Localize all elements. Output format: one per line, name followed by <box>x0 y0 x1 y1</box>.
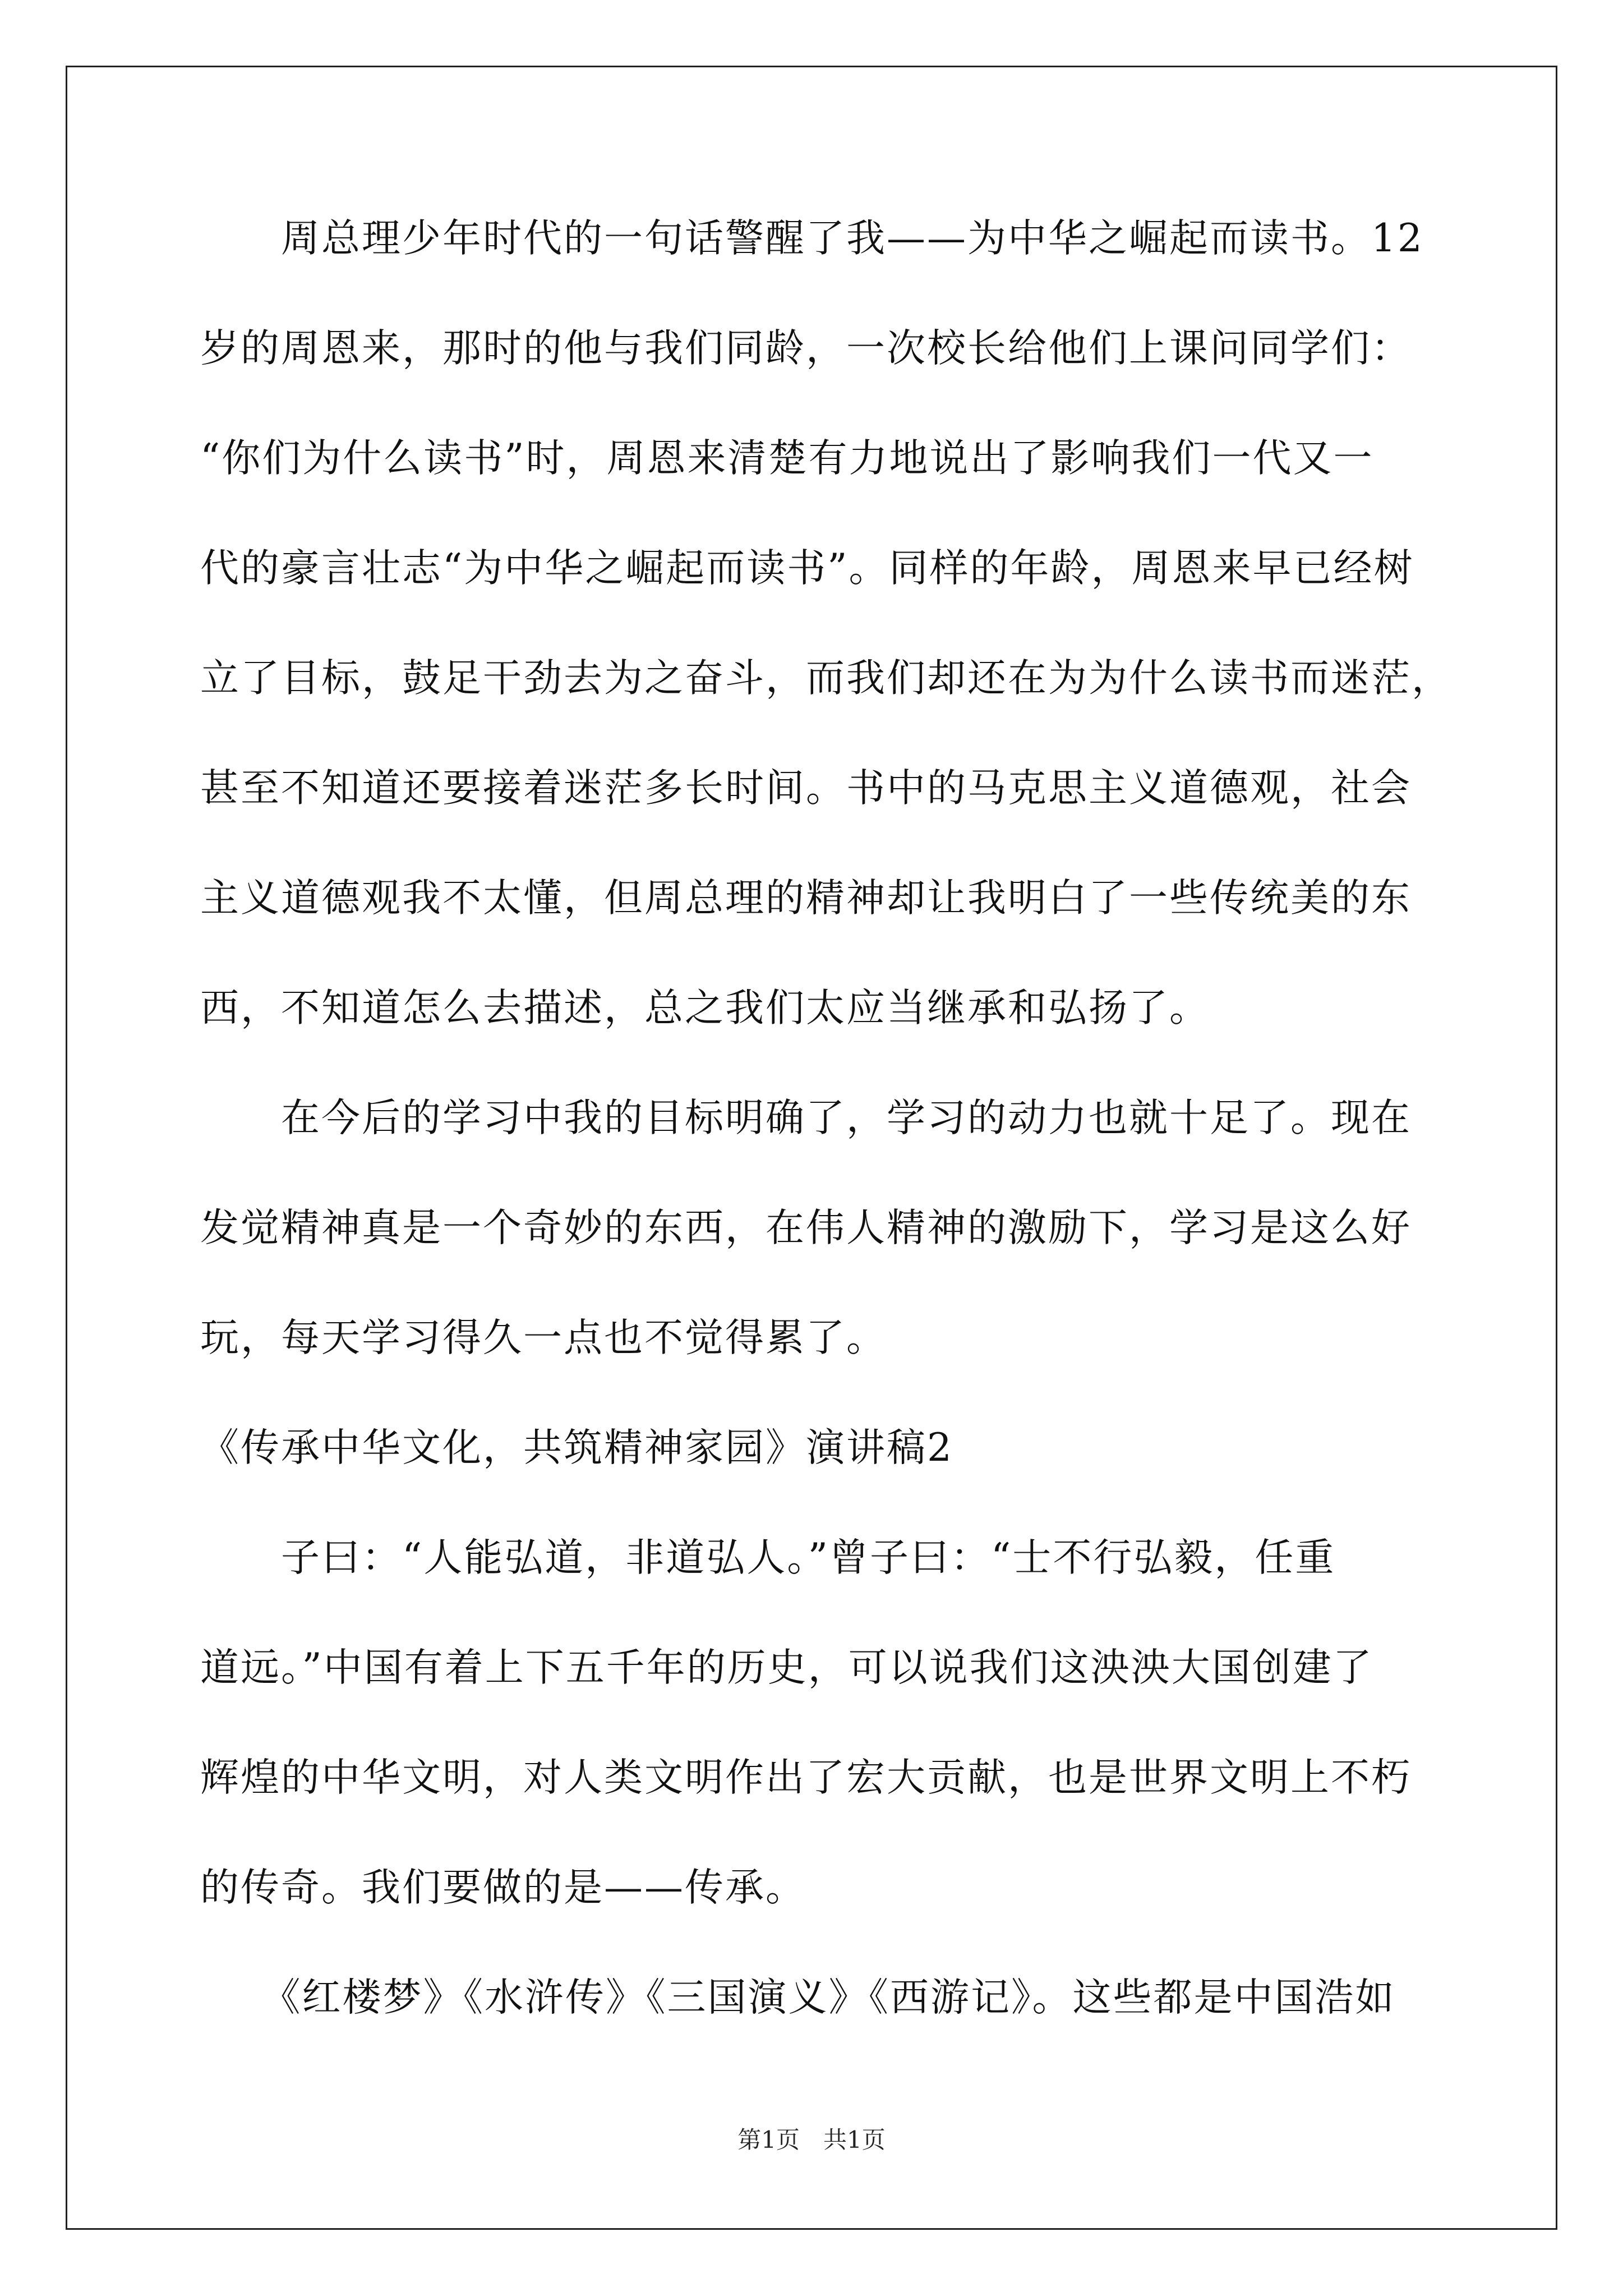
text-line: 的传奇。我们要做的是——传承。 <box>200 1865 806 1910</box>
text-line: 玩，每天学习得久一点也不觉得累了。 <box>200 1315 887 1360</box>
text-line: “你们为什么读书”时，周恩来清楚有力地说出了影响我们一代又一 <box>200 436 1374 481</box>
text-line: 在今后的学习中我的目标明确了，学习的动力也就十足了。现在 <box>200 1096 1412 1140</box>
text-line: 子曰：“人能弘道，非道弘人。”曾子曰：“士不行弘毅，任重 <box>200 1535 1336 1580</box>
page-footer: 第1页 共1页 <box>737 2126 886 2154</box>
text-line: 发觉精神真是一个奇妙的东西，在伟人精神的激励下，学习是这么好 <box>200 1205 1412 1250</box>
section-heading: 《传承中华文化，共筑精神家园》演讲稿2 <box>200 1425 953 1470</box>
text-line: 辉煌的中华文明，对人类文明作出了宏大贡献，也是世界文明上不朽 <box>200 1755 1412 1800</box>
text-line: 西，不知道怎么去描述，总之我们太应当继承和弘扬了。 <box>200 986 1210 1030</box>
text-line: 《红楼梦》《水浒传》《三国演义》《西游记》。这些都是中国浩如 <box>200 1975 1396 2020</box>
text-line: 主义道德观我不太懂，但周总理的精神却让我明白了一些传统美的东 <box>200 876 1412 921</box>
text-line: 甚至不知道还要接着迷茫多长时间。书中的马克思主义道德观，社会 <box>200 766 1412 811</box>
text-line: 岁的周恩来，那时的他与我们同龄，一次校长给他们上课问同学们： <box>200 326 1412 371</box>
text-line: 周总理少年时代的一句话警醒了我——为中华之崛起而读书。12 <box>200 216 1424 261</box>
text-line: 代的豪言壮志“为中华之崛起而读书”。同样的年龄，周恩来早已经树 <box>200 546 1414 591</box>
text-line: 立了目标，鼓足干劲去为之奋斗，而我们却还在为为什么读书而迷茫， <box>200 656 1452 701</box>
text-line: 道远。”中国有着上下五千年的历史，可以说我们这泱泱大国创建了 <box>200 1645 1373 1690</box>
